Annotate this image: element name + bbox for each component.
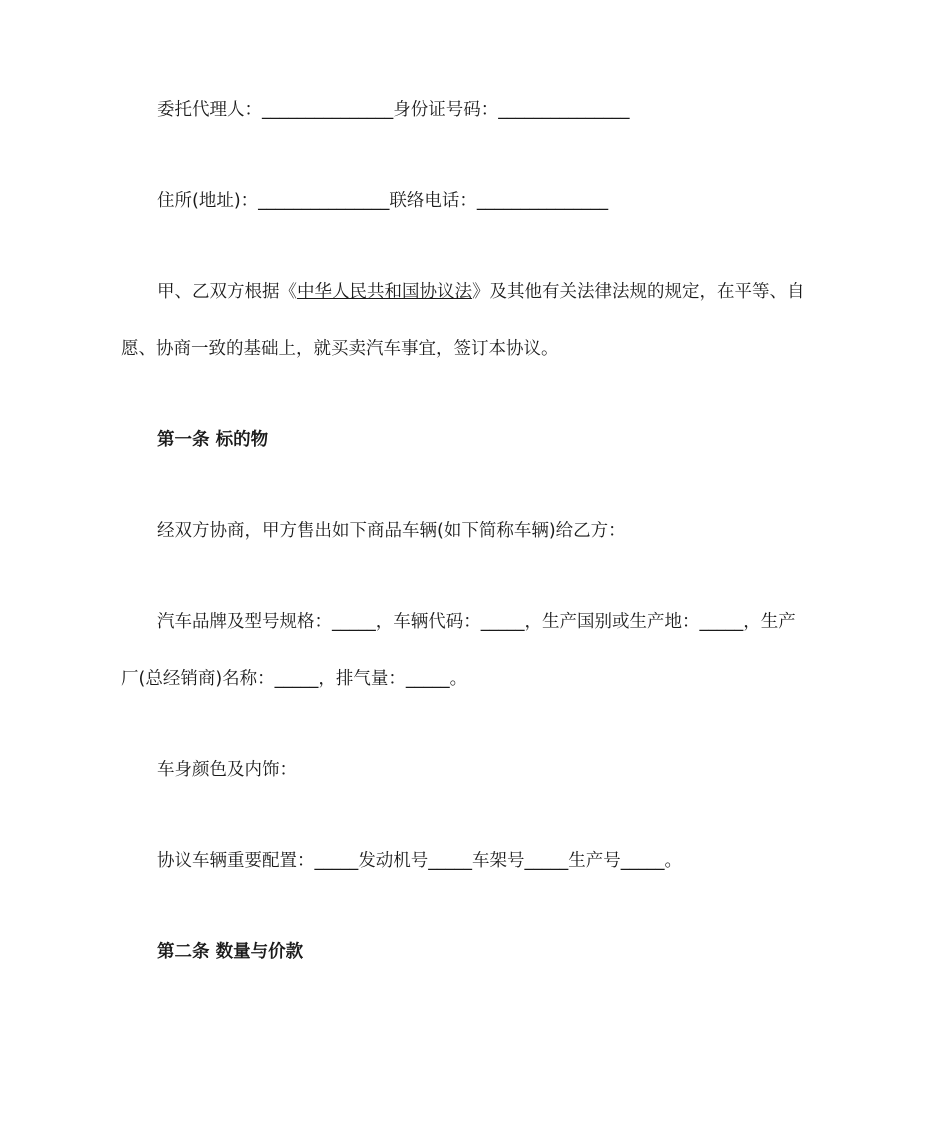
vehicle-config-line: 协议车辆重要配置：_____发动机号_____车架号_____生产号_____。 bbox=[157, 851, 682, 871]
vehicle-brand-continuation: 厂(总经销商)名称：_____，排气量：_____。 bbox=[121, 669, 468, 689]
preamble-paragraph bbox=[0, 280, 950, 304]
preamble-text-start: 甲、乙双方根据《 bbox=[157, 282, 297, 302]
body-color-line: 车身颜色及内饰： bbox=[157, 760, 297, 780]
article-1-heading: 第一条 标的物 bbox=[157, 430, 269, 450]
agent-line: 委托代理人：_______________身份证号码：_______________ bbox=[157, 100, 630, 120]
contract-law-link[interactable]: 中华人民共和国协议法 bbox=[297, 282, 472, 302]
preamble-continuation: 愿、协商一致的基础上，就买卖汽车事宜，签订本协议。 bbox=[121, 339, 559, 359]
address-line: 住所(地址)：_______________联络电话：_______________ bbox=[157, 191, 609, 211]
article-2-heading: 第二条 数量与价款 bbox=[157, 942, 304, 962]
vehicle-brand-line: 汽车品牌及型号规格：_____，车辆代码：_____，生产国别或生产地：_____，生产 bbox=[157, 612, 796, 632]
preamble-text-end: 》及其他有关法律法规的规定，在平等、自 bbox=[472, 282, 805, 302]
article-1-intro: 经双方协商，甲方售出如下商品车辆(如下简称车辆)给乙方： bbox=[157, 521, 626, 541]
